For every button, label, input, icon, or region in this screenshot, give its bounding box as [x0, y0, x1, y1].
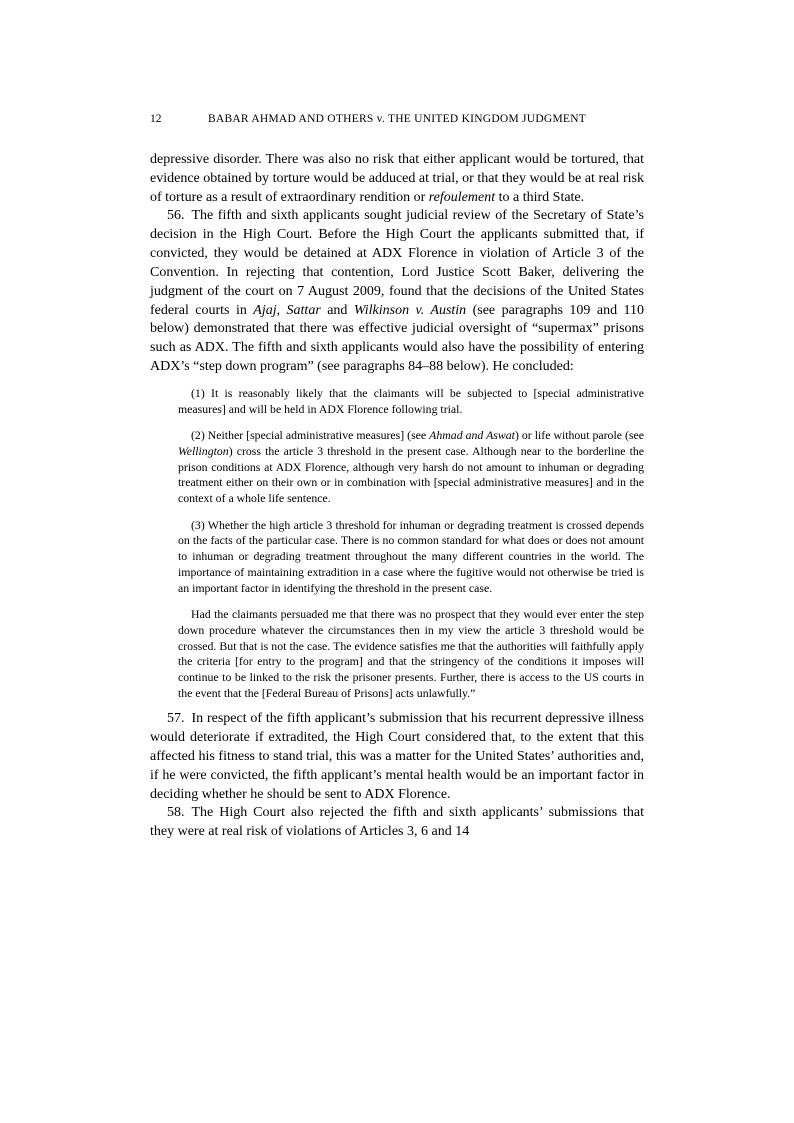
document-body: [150, 151, 644, 842]
paragraph-57: [150, 710, 644, 804]
italic-text-run: Wellington: [178, 444, 229, 458]
text-run: ) or life without parole (see: [514, 428, 644, 443]
paragraph-58: [150, 804, 644, 842]
running-title: BABAR AHMAD AND OTHERS v. THE UNITED KINGDOM JUDGMENT: [207, 113, 587, 125]
paragraph-56: [150, 207, 644, 376]
quote-paragraph-3: [178, 518, 644, 596]
page-header: [150, 113, 644, 127]
text-run: to a third State.: [495, 189, 585, 205]
paragraph-continuation: [150, 151, 644, 207]
text-run: depressive disorder. There was also no risk that either applicant would be tortured, that evidence obtained by torture would be adduced at trial, or that they would be at real risk of torture as a result of extraordinary rendition or: [150, 152, 644, 205]
text-run: 57. In respect of the fifth applicant’s submission that his recurrent depressive illness would deteriorate if extradited, the High Court considered that, to the extent that this affected his fitness to stand trial, this was a matter for the United States’ authorities and, if he were convicted, the fifth applicant’s mental health would be an important factor in deciding whether he should be sent to ADX Florence.: [150, 711, 644, 802]
text-run: and: [320, 302, 354, 318]
italic-text-run: Ajaj: [253, 302, 277, 318]
italic-text-run: Wilkinson v. Austin: [353, 302, 467, 318]
italic-text-run: Sattar: [286, 302, 321, 318]
text-run: Had the claimants persuaded me that there was no prospect that they would ever enter the step down procedure whatever the circumstances then in my view the article 3 threshold would be crossed. But that is not the case. The evidence satisfies me that the authorities will faithfully apply the criteria [for entry to the program] and that the stringency of the conditions it imposes will continue to be linked to the risk the prisoner presents. Further, there is access to the US courts in the event that the [Federal Bureau of Prisons] acts unlawfully.”: [178, 607, 644, 700]
text-run: (1) It is reasonably likely that the claimants will be subjected to [special administrative measures] and will be held in ADX Florence following trial.: [178, 385, 644, 416]
text-run: (see paragraphs 109 and 110 below) demonstrated that there was effective judicial oversight of “supermax” prisons such as ADX. The fifth and sixth applicants would also have the possibility of entering ADX’s “step down program” (see paragraphs 84–88 below). He concluded:: [150, 302, 644, 375]
page-number: 12: [150, 113, 162, 125]
text-run: (2) Neither [special administrative measures] (see: [191, 428, 430, 443]
text-run: ,: [276, 302, 287, 318]
text-run: 56. The fifth and sixth applicants sought judicial review of the Secretary of State’s decision in the High Court. Before the High Court the applicants submitted that, if convicted, they would be detained at ADX Florence in violation of Article 3 of the Convention. In rejecting that contention, Lord Justice Scott Baker, delivering the judgment of the court on 7 August 2009, found that the decisions of the United States federal courts in: [150, 208, 644, 318]
quote-paragraph-2: [178, 428, 644, 506]
quote-paragraph-4: [178, 607, 644, 701]
text-run: 58. The High Court also rejected the fifth and sixth applicants’ submissions that they were at real risk of violations of Articles 3, 6 and 14: [150, 805, 644, 840]
italic-text-run: refoulement: [428, 189, 496, 205]
text-run: (3) Whether the high article 3 threshold for inhuman or degrading treatment is crossed depends on the facts of the particular case. There is no common standard for what does or does not amount to inhuman or degrading treatment throughout the many different countries in the world. The importance of maintaining extradition in a case where the fugitive would not otherwise be tried is an important factor in identifying the threshold in the present case.: [178, 517, 644, 595]
italic-text-run: Ahmad and Aswat: [429, 428, 515, 443]
quote-paragraph-1: [178, 386, 644, 417]
text-run: ) cross the article 3 threshold in the present case. Although near to the borderline the prison conditions at ADX Florence, although very harsh do not amount to inhuman or degrading treatment either on their own or in combination with [special administrative measures] and in the context of a whole life sentence.: [178, 444, 644, 506]
